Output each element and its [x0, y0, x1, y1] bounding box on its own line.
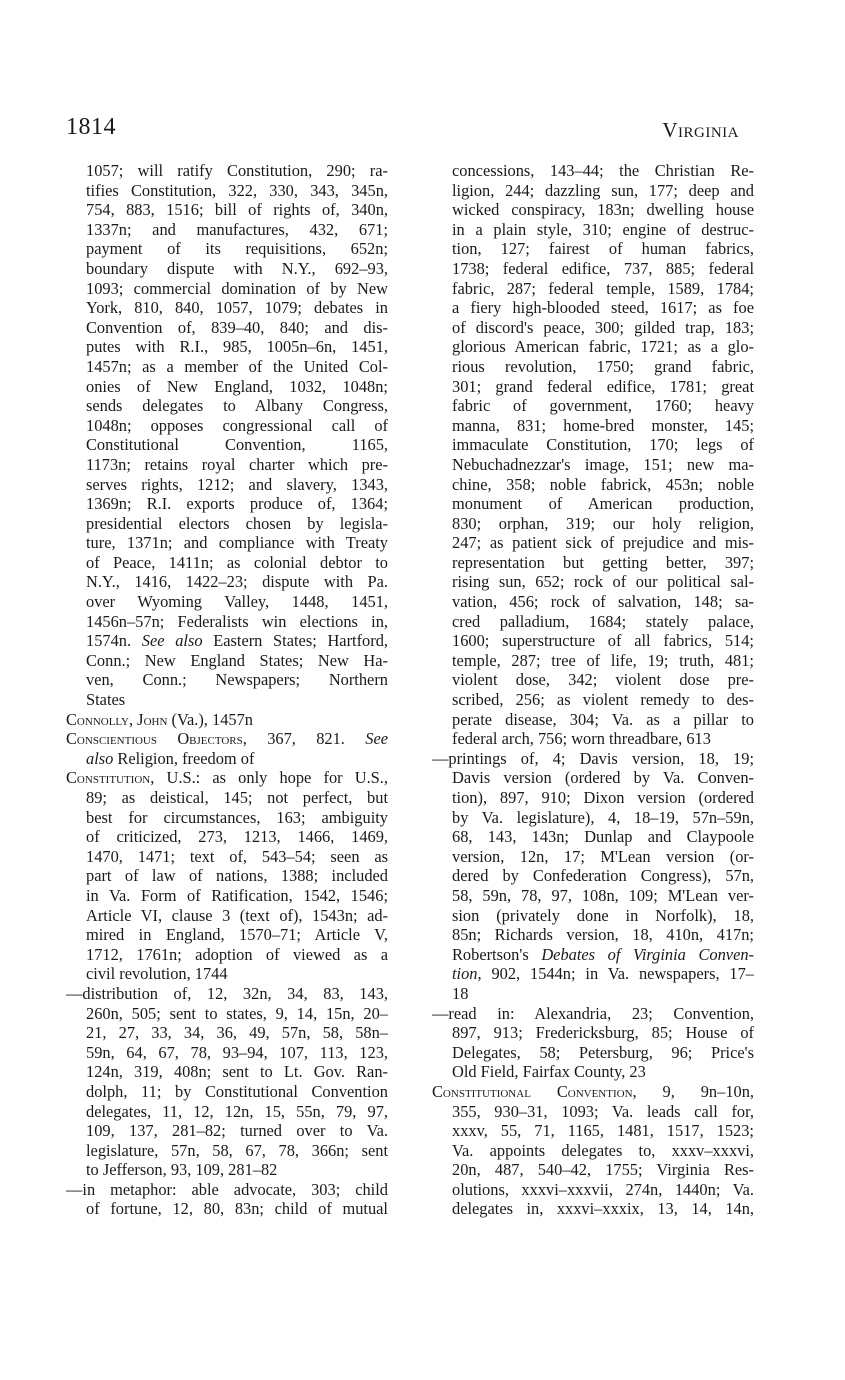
index-line: 1173n; retains royal charter which pre-	[86, 454, 388, 474]
index-line: Constitution, U.S.: as only hope for U.S.,	[66, 768, 388, 788]
index-line: best for circumstances, 163; ambiguity	[86, 807, 388, 827]
index-line: dered by Confederation Congress), 57n,	[452, 866, 754, 886]
index-line: mired in England, 1570–71; Article V,	[86, 925, 388, 945]
index-line: of discord's peace, 300; gilded trap, 183;	[452, 317, 754, 337]
index-line: version, 12n, 17; M'Lean version (or-	[452, 846, 754, 866]
index-line: rising sun, 652; rock of our political sal-	[452, 572, 754, 592]
index-line: Conscientious Objectors, 367, 821. See	[66, 729, 388, 749]
index-line: 1456n–57n; Federalists win elections in,	[86, 611, 388, 631]
index-line: 247; as patient sick of prejudice and mis-	[452, 533, 754, 553]
index-line: Convention of, 839–40, 840; and dis-	[86, 317, 388, 337]
index-line: 260n, 505; sent to states, 9, 14, 15n, 20–	[86, 1003, 388, 1023]
index-line: Va. appoints delegates to, xxxv–xxxvi,	[452, 1140, 754, 1160]
index-line: tion), 897, 910; Dixon version (ordered	[452, 788, 754, 807]
index-line: putes with R.I., 985, 1005n–6n, 1451,	[86, 337, 388, 357]
index-line: Delegates, 58; Petersburg, 96; Price's	[452, 1042, 754, 1062]
index-line: —read in: Alexandria, 23; Convention,	[432, 1003, 754, 1023]
index-line: 1369n; R.I. exports produce of, 1364;	[86, 494, 388, 514]
index-line: Article VI, clause 3 (text of), 1543n; ad-	[86, 905, 388, 925]
index-line: of Peace, 1411n; as colonial debtor to	[86, 552, 388, 572]
index-line: 18	[452, 983, 469, 1003]
index-line: vation, 456; rock of salvation, 148; sa-	[452, 592, 754, 612]
page-number: 1814	[66, 114, 116, 140]
index-line: sion (privately done in Norfolk), 18,	[452, 905, 754, 925]
index-line: —printings of, 4; Davis version, 18, 19;	[432, 748, 754, 768]
index-line: Davis version (ordered by Va. Conven-	[452, 768, 754, 788]
index-line: 58, 59n, 78, 97, 108n, 109; M'Lean ver-	[452, 885, 754, 905]
index-line: 59n, 64, 67, 78, 93–94, 107, 113, 123,	[86, 1042, 388, 1062]
index-line: sends delegates to Albany Congress,	[86, 396, 388, 416]
index-line: over Wyoming Valley, 1448, 1451,	[86, 592, 388, 612]
index-line: glorious American fabric, 1721; as a glo-	[452, 337, 754, 357]
index-line: scribed, 256; as violent remedy to des-	[452, 690, 754, 710]
index-line: 85n; Richards version, 18, 410n, 417n;	[452, 925, 754, 945]
index-column-left	[66, 161, 388, 1219]
index-line: ligion, 244; dazzling sun, 177; deep and	[452, 180, 754, 200]
index-line: 1057; will ratify Constitution, 290; ra-	[86, 161, 388, 180]
index-line: part of law of nations, 1388; included	[86, 866, 388, 886]
index-line: 830; orphan, 319; our holy religion,	[452, 513, 754, 533]
index-line: concessions, 143–44; the Christian Re-	[452, 161, 754, 180]
index-line: legislature, 57n, 58, 67, 78, 366n; sent	[86, 1140, 388, 1160]
index-line: Constitutional Convention, 1165,	[86, 435, 388, 455]
index-line: 1337n; and manufactures, 432, 671;	[86, 219, 388, 239]
index-line: tion, 902, 1544n; in Va. newspapers, 17–	[452, 964, 754, 984]
index-line: ture, 1371n; and compliance with Treaty	[86, 533, 388, 553]
index-line: wicked conspiracy, 183n; dwelling house	[452, 200, 754, 220]
index-line: federal arch, 756; worn threadbare, 613	[452, 729, 711, 749]
index-line: 1470, 1471; text of, 543–54; seen as	[86, 846, 388, 866]
index-line: olutions, xxxvi–xxxvii, 274n, 1440n; Va.	[452, 1179, 754, 1199]
index-line: immaculate Constitution, 170; legs of	[452, 435, 754, 455]
index-line: in Va. Form of Ratification, 1542, 1546;	[86, 885, 388, 905]
index-line: 1712, 1761n; adoption of viewed as a	[86, 944, 388, 964]
index-line: 124n, 319, 408n; sent to Lt. Gov. Ran-	[86, 1062, 388, 1082]
index-line: delegates, 11, 12, 12n, 15, 55n, 79, 97,	[86, 1101, 388, 1121]
index-line: of fortune, 12, 80, 83n; child of mutual	[86, 1199, 388, 1219]
index-line: serves rights, 1212; and slavery, 1343,	[86, 474, 388, 494]
index-line: Old Field, Fairfax County, 23	[452, 1062, 646, 1082]
index-line: 1457n; as a member of the United Col-	[86, 356, 388, 376]
index-line: perate disease, 304; Va. as a pillar to	[452, 709, 754, 729]
index-line: 897, 913; Fredericksburg, 85; House of	[452, 1023, 754, 1043]
index-line: 1574n. See also Eastern States; Hartford,	[86, 631, 388, 651]
index-line: civil revolution, 1744	[86, 964, 228, 984]
index-line: 1093; commercial domination of by New	[86, 278, 388, 298]
index-line: ven, Conn.; Newspapers; Northern	[86, 670, 388, 690]
index-line: 1738; federal edifice, 737, 885; federal	[452, 258, 754, 278]
index-line: —distribution of, 12, 32n, 34, 83, 143,	[66, 983, 388, 1003]
index-line: a fiery high-blooded steed, 1617; as foe	[452, 298, 754, 318]
index-line: 754, 883, 1516; bill of rights of, 340n,	[86, 200, 388, 220]
index-line: 20n, 487, 540–42, 1755; Virginia Res-	[452, 1160, 754, 1180]
index-line: States	[86, 690, 126, 710]
index-line: tifies Constitution, 322, 330, 343, 345n,	[86, 180, 388, 200]
index-line: onies of New England, 1032, 1048n;	[86, 376, 388, 396]
index-line: presidential electors chosen by legisla-	[86, 513, 388, 533]
index-line: monument of American production,	[452, 494, 754, 514]
index-line: Nebuchadnezzar's image, 151; new ma-	[452, 454, 754, 474]
index-line: temple, 287; tree of life, 19; truth, 481;	[452, 650, 754, 670]
index-line: by Va. legislature), 4, 18–19, 57n–59n,	[452, 807, 754, 827]
index-line: boundary dispute with N.Y., 692–93,	[86, 258, 388, 278]
index-line: rious revolution, 1750; grand fabric,	[452, 356, 754, 376]
index-line: 355, 930–31, 1093; Va. leads call for,	[452, 1101, 754, 1121]
index-line: tion, 127; fairest of human fabrics,	[452, 239, 754, 259]
index-line: 301; grand federal edifice, 1781; great	[452, 376, 754, 396]
index-line: 1600; superstructure of all fabrics, 514;	[452, 631, 754, 651]
index-line: 21, 27, 33, 34, 36, 49, 57n, 58, 58n–	[86, 1023, 388, 1043]
index-line: fabric, 287; federal temple, 1589, 1784;	[452, 278, 754, 298]
running-head: Virginia	[662, 118, 739, 142]
index-line: Connolly, John (Va.), 1457n	[66, 709, 253, 729]
index-line: dolph, 11; by Constitutional Convention	[86, 1081, 388, 1101]
index-line: in a plain style, 310; engine of destruc-	[452, 219, 754, 239]
index-line: Constitutional Convention, 9, 9n–10n,	[432, 1081, 754, 1101]
index-line: xxxv, 55, 71, 1165, 1481, 1517, 1523;	[452, 1121, 754, 1141]
index-line: violent dose, 342; violent dose pre-	[452, 670, 754, 690]
index-line: to Jefferson, 93, 109, 281–82	[86, 1160, 278, 1180]
index-line: also Religion, freedom of	[86, 748, 255, 768]
index-line: of criticized, 273, 1213, 1466, 1469,	[86, 827, 388, 847]
index-line: cred palladium, 1684; stately palace,	[452, 611, 754, 631]
index-line: 68, 143, 143n; Dunlap and Claypoole	[452, 827, 754, 847]
index-line: —in metaphor: able advocate, 303; child	[66, 1179, 388, 1199]
index-line: Conn.; New England States; New Ha-	[86, 650, 388, 670]
index-line: 1048n; opposes congressional call of	[86, 415, 388, 435]
index-line: fabric of government, 1760; heavy	[452, 396, 754, 416]
index-line: chine, 358; noble fabrick, 453n; noble	[452, 474, 754, 494]
index-line: Robertson's Debates of Virginia Conven-	[452, 944, 754, 964]
index-line: York, 810, 840, 1057, 1079; debates in	[86, 298, 388, 318]
index-line: payment of its requisitions, 652n;	[86, 239, 388, 259]
index-line: N.Y., 1416, 1422–23; dispute with Pa.	[86, 572, 388, 592]
index-line: manna, 831; home-bred monster, 145;	[452, 415, 754, 435]
index-line: delegates in, xxxvi–xxxix, 13, 14, 14n,	[452, 1199, 754, 1219]
index-line: 109, 137, 281–82; turned over to Va.	[86, 1121, 388, 1141]
index-line: 89; as deistical, 145; not perfect, but	[86, 788, 388, 807]
index-line: representation but getting better, 397;	[452, 552, 754, 572]
index-column-right	[432, 161, 754, 1219]
